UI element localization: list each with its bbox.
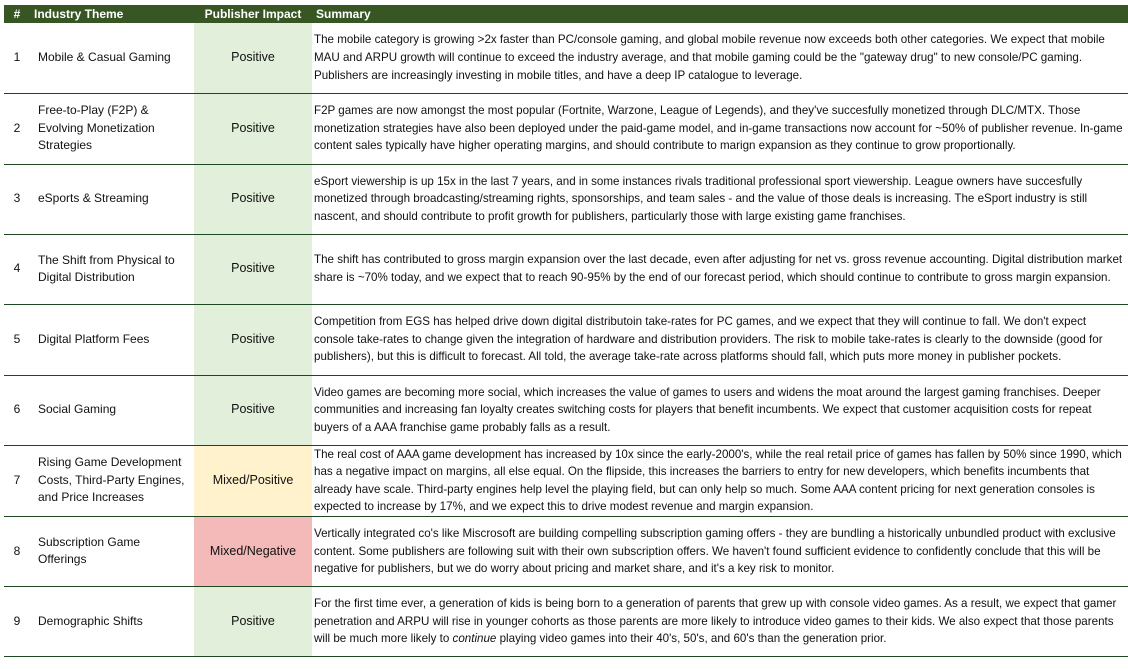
- summary-cell[interactable]: [312, 586, 1128, 656]
- summary-cell[interactable]: [312, 23, 1128, 93]
- summary-text: Competition from EGS has helped drive down digital distributoin take-rates for PC games, and we expect that they will continue to fall. We don't expect console take-rates to change given the integration of hardware and distribution providers. The risk to mobile take-rates is clearly to the downside (good for publishers), but this is difficult to forecast. All told, the average take-rate across platforms should fall, which puts more money in publisher pockets.: [314, 315, 1103, 364]
- summary-text: F2P games are now amongst the most popular (Fortnite, Warzone, League of Legends), and they've succesfully monetized through DLC/MTX. Those monetization strategies have also been deployed under the paid-game model, and in-game transactions now account for ~50% of publisher revenue. In-game content sales typically have higher operating margins, and should contribute to marign expansion as they continue to grow proportionally.: [314, 104, 1123, 153]
- row-number[interactable]: 6: [4, 375, 30, 445]
- industry-theme-cell[interactable]: Digital Platform Fees: [30, 304, 194, 375]
- summary-text: Video games are becoming more social, which increases the value of games to users and widens the moat around the largest gaming franchises. Deeper communities and increasing fan loyalty creates switching costs for players that benefit incumbents. We expect that customer acquisition costs for repeat buyers of a AAA franchise game probably falls as a result.: [314, 385, 1101, 434]
- table-row: [4, 516, 1128, 586]
- table-row: [4, 93, 1128, 164]
- industry-theme-cell[interactable]: Rising Game Development Costs, Third-Party Engines, and Price Increases: [30, 445, 194, 516]
- publisher-impact-cell[interactable]: Positive: [194, 375, 312, 445]
- summary-text: [314, 595, 1124, 648]
- publisher-impact-cell[interactable]: Mixed/Negative: [194, 516, 312, 586]
- header-industry-theme[interactable]: Industry Theme: [30, 5, 194, 23]
- header-row: [4, 5, 1128, 23]
- publisher-impact-cell[interactable]: Positive: [194, 23, 312, 93]
- industry-theme-cell[interactable]: Subscription Game Offerings: [30, 516, 194, 586]
- table-row: [4, 164, 1128, 234]
- row-number[interactable]: 9: [4, 586, 30, 656]
- row-number[interactable]: 3: [4, 164, 30, 234]
- summary-cell[interactable]: [312, 234, 1128, 304]
- summary-cell[interactable]: [312, 304, 1128, 375]
- summary-text: Vertically integrated co's like Miscrosoft are building compelling subscription gaming offers - they are bundling a historically unbundled product with exclusive content. Some publishers are following suit with their own subscription offers. We haven't found sufficient evidence to confidently conclude that this will be negative for publishers, but we do worry about pricing and market share, and it's a key risk to monitor.: [314, 526, 1116, 576]
- publisher-impact-cell[interactable]: Positive: [194, 234, 312, 304]
- industry-theme-cell[interactable]: eSports & Streaming: [30, 164, 194, 234]
- table-row: [4, 586, 1128, 656]
- industry-themes-sheet: [4, 5, 1128, 657]
- publisher-impact-cell[interactable]: Positive: [194, 93, 312, 164]
- summary-text: eSport viewership is up 15x in the last 7 years, and in some instances rivals traditional professional sport viewership. League owners have succesfully monetized through broadcasting/streaming rights, sponsorships, and team sales - and the value of those deals is increasing. The eSport industry is still nascent, and should contribute to profit growth for publishers, particularly those with large existing game franchises.: [314, 174, 1088, 223]
- table-row: [4, 375, 1128, 445]
- row-number[interactable]: 5: [4, 304, 30, 375]
- summary-cell[interactable]: [312, 516, 1128, 586]
- row-number[interactable]: 1: [4, 23, 30, 93]
- industry-theme-cell[interactable]: Demographic Shifts: [30, 586, 194, 656]
- summary-cell[interactable]: [312, 445, 1128, 516]
- header-number[interactable]: #: [4, 5, 30, 23]
- header-publisher-impact[interactable]: Publisher Impact: [194, 5, 312, 23]
- industry-theme-cell[interactable]: Mobile & Casual Gaming: [30, 23, 194, 93]
- industry-themes-table: [4, 5, 1128, 657]
- summary-text: The shift has contributed to gross margin expansion over the last decade, even after adjusting for net vs. gross revenue accounting. Digital distribution market share is ~70% today, and we expect that to reach 90-95% by the end of our forecast period, which should continue to contribute to gross margin expansion.: [314, 253, 1123, 284]
- summary-cell[interactable]: [312, 375, 1128, 445]
- summary-cell[interactable]: [312, 164, 1128, 234]
- summary-text-emphasis: continue: [452, 632, 497, 646]
- summary-text: The mobile category is growing >2x faster than PC/console gaming, and global mobile revenue now exceeds both other categories. We expect that mobile MAU and ARPU growth will continue to exceed the industry average, and that mobile gaming could be the "gateway drug" to new console/PC gaming. Publishers are increasingly investing in mobile titles, and have a deep IP catalogue to leverage.: [314, 33, 1105, 82]
- row-number[interactable]: 7: [4, 445, 30, 516]
- summary-cell[interactable]: [312, 93, 1128, 164]
- table-row: [4, 23, 1128, 93]
- summary-text: The real cost of AAA game development has increased by 10x since the early-2000's, while the real retail price of games has fallen by 50% since 1990, which has a negative impact on margins, all else equal. On the flipside, this increases the barriers to entry for new developers, which benefits incumbents that already have scale. Third-party engines help level the playing field, but can only help so much. Some AAA content pricing for next generation consoles is expected to increase by 17%, and we expect this to drive modest revenue and margin expansion.: [314, 447, 1122, 514]
- row-number[interactable]: 4: [4, 234, 30, 304]
- industry-theme-cell[interactable]: Social Gaming: [30, 375, 194, 445]
- table-row: [4, 304, 1128, 375]
- summary-text-end: playing video games into their 40's, 50's, and 60's than the generation prior.: [496, 632, 887, 646]
- row-number[interactable]: 2: [4, 93, 30, 164]
- industry-theme-cell[interactable]: The Shift from Physical to Digital Distribution: [30, 234, 194, 304]
- publisher-impact-cell[interactable]: Positive: [194, 164, 312, 234]
- header-summary[interactable]: Summary: [312, 5, 1128, 23]
- industry-theme-cell[interactable]: Free-to-Play (F2P) & Evolving Monetization Strategies: [30, 93, 194, 164]
- row-number[interactable]: 8: [4, 516, 30, 586]
- publisher-impact-cell[interactable]: Positive: [194, 304, 312, 375]
- publisher-impact-cell[interactable]: Positive: [194, 586, 312, 656]
- table-row: [4, 234, 1128, 304]
- publisher-impact-cell[interactable]: Mixed/Positive: [194, 445, 312, 516]
- summary-text-start: For the first time ever, a generation of kids is being born to a generation of parents that grew up with console video games. As a result, we expect that gamer penetration and ARPU will rise in younger cohorts as those parents are more likely to introduce video games to their kids. We also expect that those parents will be much more likely to: [314, 596, 1117, 646]
- table-row: [4, 445, 1128, 516]
